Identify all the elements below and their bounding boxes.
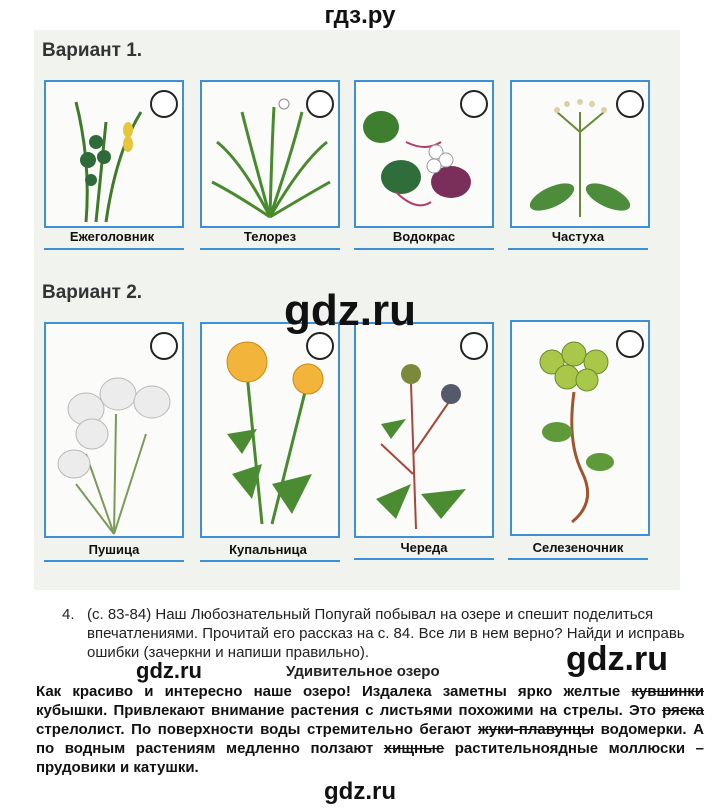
label-underline	[354, 248, 494, 250]
watermark-bottom: gdz.ru	[324, 778, 396, 805]
label-underline	[508, 558, 648, 560]
label-underline	[44, 560, 184, 562]
story-part: водомерки. А по водным растениям медленно ползают	[36, 721, 704, 757]
answer-circle[interactable]	[150, 90, 178, 118]
plant-card-vodokras	[354, 80, 494, 228]
crossed-word: кувшинки	[631, 683, 704, 700]
answer-circle[interactable]	[616, 90, 644, 118]
plant-label: Водокрас	[392, 229, 456, 244]
plant-card-kupalnitsa	[200, 322, 340, 538]
watermark-center: gdz.ru	[284, 286, 416, 335]
label-underline	[508, 248, 648, 250]
watermark-left: gdz.ru	[136, 658, 202, 683]
story-part: стрелолист. По поверхности воды стремительно бегают	[36, 721, 472, 738]
plant-label: Пушица	[88, 542, 140, 557]
crossed-word: ряска	[662, 702, 704, 719]
story-title: Удивительное озеро	[286, 663, 440, 680]
plant-label: Телорез	[243, 229, 297, 244]
label-underline	[44, 248, 184, 250]
story-part: растительноядные моллюски – прудовики и катушки.	[36, 740, 704, 776]
answer-circle[interactable]	[460, 332, 488, 360]
label-underline	[354, 558, 494, 560]
plant-card-ezhegolovnik	[44, 80, 184, 228]
plant-card-pushitsa	[44, 322, 184, 538]
crossed-word: жуки-плавунцы	[478, 721, 595, 738]
label-underline	[200, 560, 340, 562]
answer-circle[interactable]	[616, 330, 644, 358]
plant-card-telorez	[200, 80, 340, 228]
plant-label: Купальница	[229, 542, 307, 557]
plant-card-chereda	[354, 322, 494, 538]
watermark-top: гдз.ру	[324, 2, 396, 29]
plant-label: Череда	[400, 540, 448, 555]
plant-card-selezenochnik	[510, 320, 650, 536]
answer-circle[interactable]	[306, 332, 334, 360]
watermark-right: gdz.ru	[566, 640, 668, 678]
plant-card-chastukha	[510, 80, 650, 228]
story-part: кубышки. Привлекают внимание растения с листьями похожими на стрелы. Это	[36, 702, 656, 719]
story-part: Как красиво и интересно наше озеро! Издалека заметны ярко желтые	[36, 683, 621, 700]
crossed-word: хищные	[383, 740, 445, 757]
plant-label: Селезеночник	[532, 540, 624, 555]
variant-1-title: Вариант 1.	[42, 40, 143, 61]
answer-circle[interactable]	[306, 90, 334, 118]
task-number: 4.	[62, 606, 75, 623]
label-underline	[200, 248, 340, 250]
plant-label: Ежеголовник	[69, 229, 155, 244]
story-text	[36, 682, 704, 777]
answer-circle[interactable]	[460, 90, 488, 118]
task-body: (с. 83-84) Наш Любознательный Попугай побывал на озере и спешит поделиться впечатлениями. Прочитай его рассказ на с. 84. Все ли в нем верно? Найди и исправь ошибки (зачеркни и напиши правильно).	[87, 606, 685, 661]
variant-2-title: Вариант 2.	[42, 282, 143, 303]
plant-label: Частуха	[551, 229, 605, 244]
answer-circle[interactable]	[150, 332, 178, 360]
